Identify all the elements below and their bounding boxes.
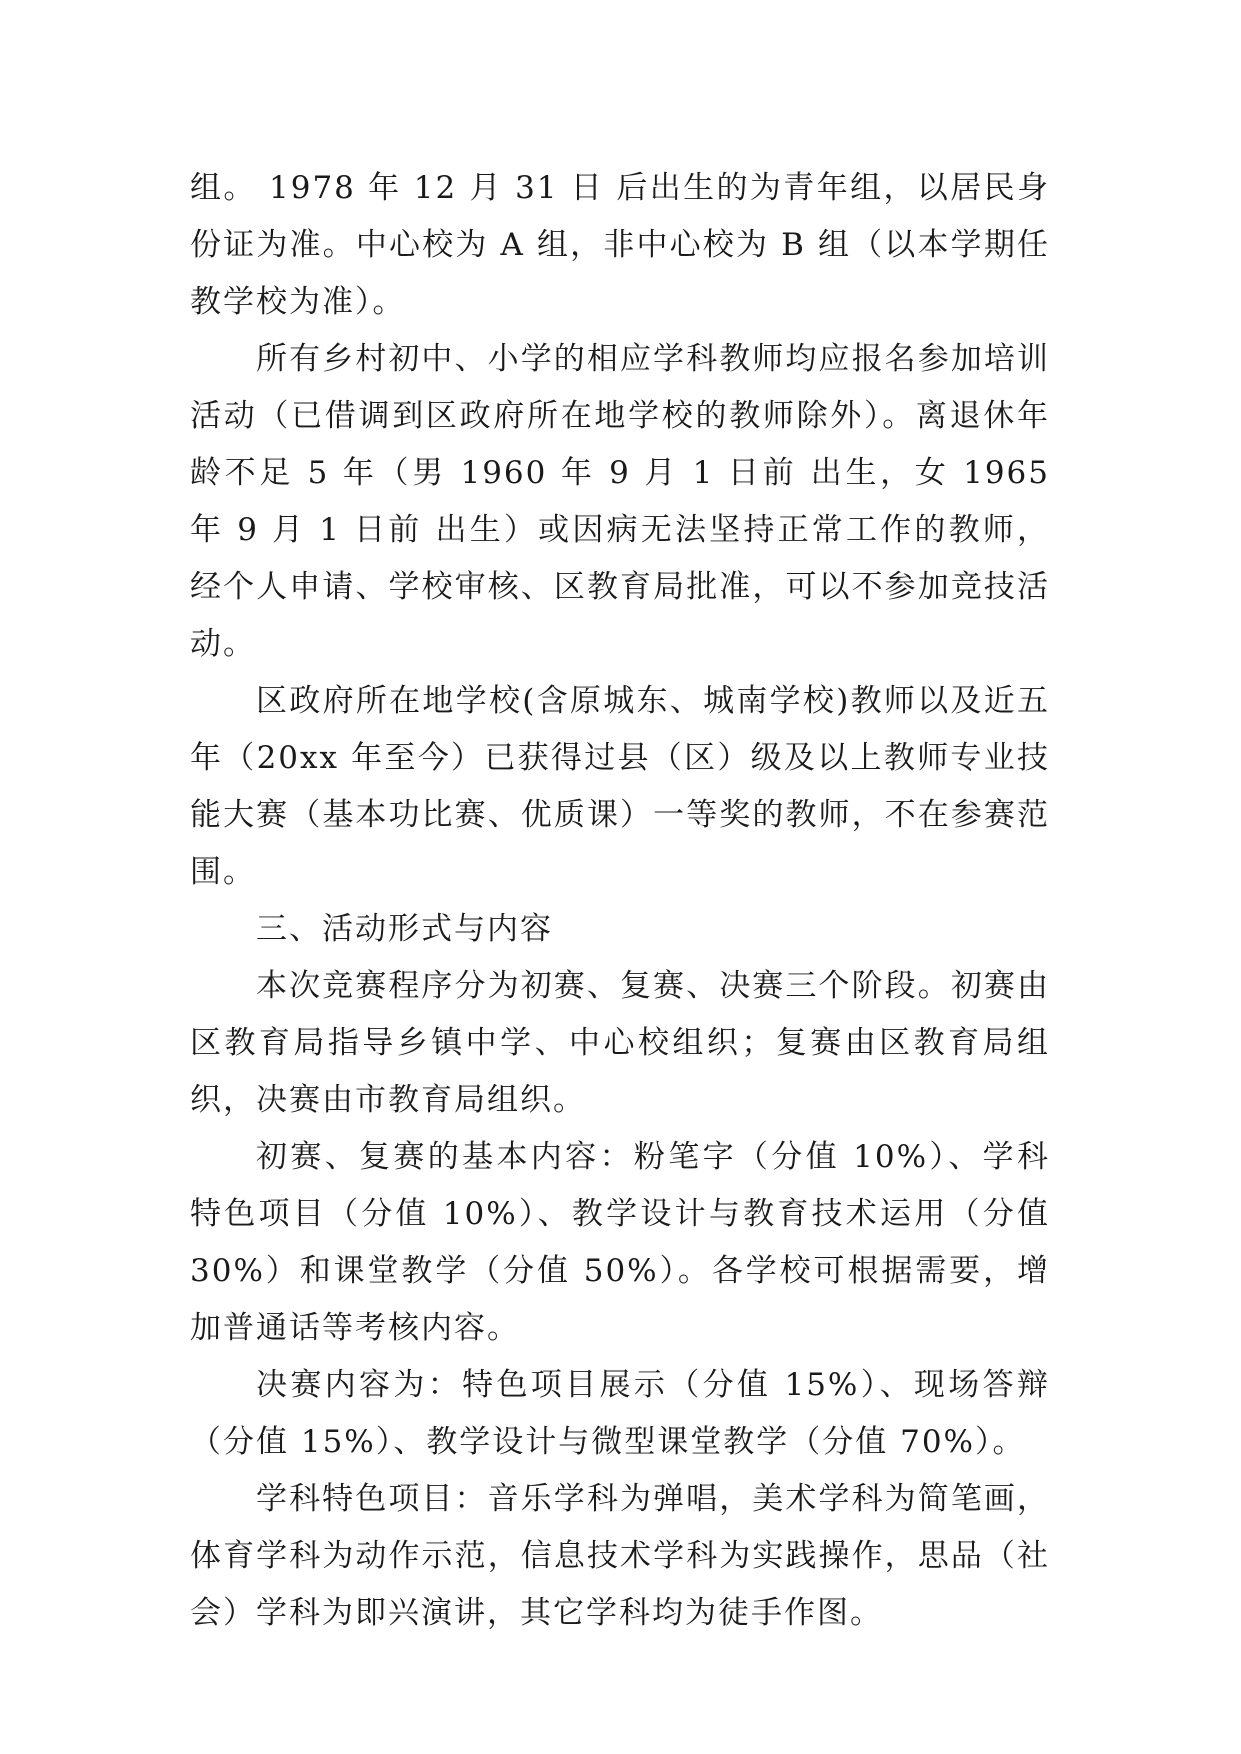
paragraph-participants: 所有乡村初中、小学的相应学科教师均应报名参加培训活动（已借调到区政府所在地学校的教师除外）。离退休年龄不足 5 年（男 1960 年 9 月 1 日前 出生，女 1965 年 9 月 1 日前 出生）或因病无法坚持正常工作的教师，经个人申请、学校审核、区教育局批准，可以不参加竞技活动。 [190,341,1050,662]
section-heading-activity-format: 三、活动形式与内容 [256,911,553,947]
paragraph-preliminary-content: 初赛、复赛的基本内容：粉笔字（分值 10%）、学科特色项目（分值 10%）、教学设计与教育技术运用（分值 30%）和课堂教学（分值 50%）。各学校可根据需要，增加普通话等考核内容。 [190,1139,1050,1346]
paragraph-age-group-continuation: 组。 1978 年 12 月 31 日 后出生的为青年组，以居民身份证为准。中心校为 A 组，非中心校为 B 组（以本学期任教学校为准）。 [190,170,1050,320]
paragraph-competition-stages: 本次竞赛程序分为初赛、复赛、决赛三个阶段。初赛由区教育局指导乡镇中学、中心校组织；复赛由区教育局组织，决赛由市教育局组织。 [190,968,1050,1118]
paragraph-exclusions: 区政府所在地学校(含原城东、城南学校)教师以及近五年（20xx 年至今）已获得过县（区）级及以上教师专业技能大赛（基本功比赛、优质课）一等奖的教师，不在参赛范围。 [190,683,1050,890]
paragraph-subject-features: 学科特色项目：音乐学科为弹唱，美术学科为简笔画，体育学科为动作示范，信息技术学科为实践操作，思品（社会）学科为即兴演讲，其它学科均为徒手作图。 [190,1481,1050,1631]
paragraph-final-content: 决赛内容为：特色项目展示（分值 15%）、现场答辩（分值 15%）、教学设计与微型课堂教学（分值 70%）。 [190,1367,1050,1460]
document-body [190,160,1050,1642]
